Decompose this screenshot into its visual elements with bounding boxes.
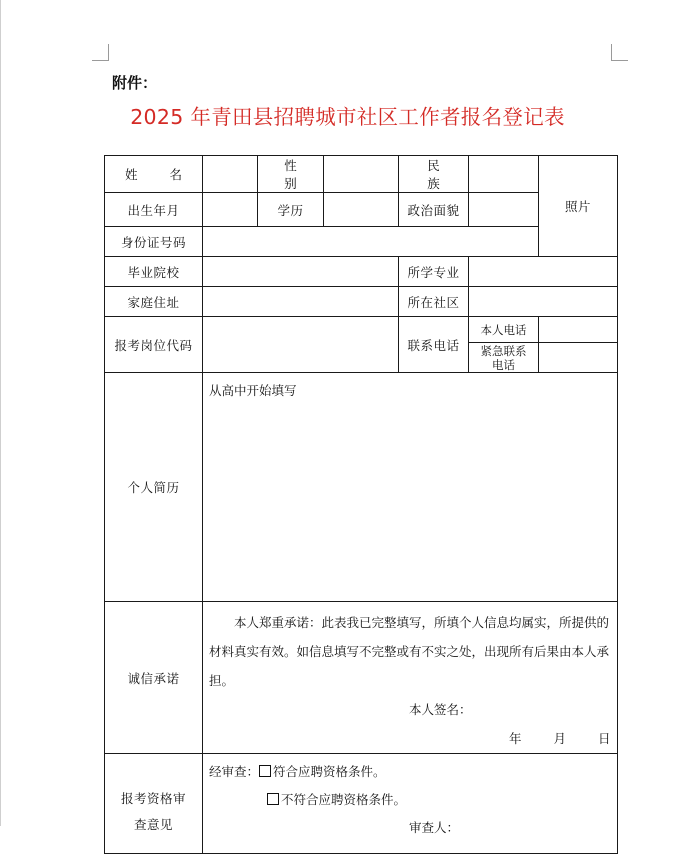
form-title: 2025 年青田县招聘城市社区工作者报名登记表 [130, 105, 565, 129]
education-field[interactable] [324, 193, 399, 227]
emergency-phone-field[interactable] [539, 343, 618, 373]
review-label-line2: 查意见 [133, 817, 173, 832]
school-label: 毕业院校 [105, 257, 203, 287]
review-option-fail: 不符合应聘资格条件。 [281, 792, 407, 807]
name-label: 姓 名 [105, 156, 203, 193]
checkbox-fail[interactable] [267, 793, 279, 805]
gender-field[interactable] [324, 156, 399, 193]
review-option-pass: 符合应聘资格条件。 [273, 764, 386, 779]
address-field[interactable] [203, 287, 399, 317]
pledge-cell [203, 602, 618, 754]
major-field[interactable] [469, 257, 618, 287]
ethnicity-label: 民 族 [399, 156, 469, 193]
political-label: 政治面貌 [399, 193, 469, 227]
id-number-field[interactable] [203, 227, 539, 257]
margin-mark-top-right [611, 44, 628, 61]
photo-box[interactable]: 照片 [539, 156, 618, 257]
position-code-field[interactable] [203, 317, 399, 373]
emergency-phone-label-line2: 电话 [492, 357, 515, 372]
community-label: 所在社区 [399, 287, 469, 317]
review-prefix: 经审查： [209, 764, 260, 779]
margin-mark-top-left [92, 44, 109, 61]
gender-label: 性 别 [258, 156, 324, 193]
community-field[interactable] [469, 287, 618, 317]
pledge-text: 本人郑重承诺：此表我已完整填写，所填个人信息均属实，所提供的材料真实有效。如信息填写不完整或有不实之处，出现所有后果由本人承担。 [209, 615, 610, 688]
pledge-label: 诚信承诺 [105, 602, 203, 754]
birth-field[interactable] [203, 193, 258, 227]
review-label [105, 754, 203, 854]
name-field[interactable] [203, 156, 258, 193]
resume-field[interactable] [203, 373, 618, 602]
own-phone-field[interactable] [539, 317, 618, 343]
major-label: 所学专业 [399, 257, 469, 287]
attachment-label: 附件： [112, 74, 158, 92]
review-label-line1: 报考资格审 [120, 791, 186, 806]
reviewer-label: 审查人： [409, 820, 460, 835]
ethnicity-field[interactable] [469, 156, 539, 193]
education-label: 学历 [258, 193, 324, 227]
emergency-phone-label-line1: 紧急联系 [480, 343, 527, 358]
checkbox-pass[interactable] [259, 765, 271, 777]
emergency-phone-label [469, 343, 539, 373]
resume-label: 个人简历 [105, 373, 203, 602]
review-cell [203, 754, 618, 854]
registration-form [104, 155, 618, 854]
school-field[interactable] [203, 257, 399, 287]
pledge-date: 年 月 日 [509, 731, 611, 746]
contact-label: 联系电话 [399, 317, 469, 373]
resume-hint: 从高中开始填写 [209, 383, 297, 398]
own-phone-label: 本人电话 [469, 317, 539, 343]
address-label: 家庭住址 [105, 287, 203, 317]
political-field[interactable] [469, 193, 539, 227]
id-number-label: 身份证号码 [105, 227, 203, 257]
position-code-label: 报考岗位代码 [105, 317, 203, 373]
pledge-signature-label: 本人签名： [409, 702, 472, 717]
birth-label: 出生年月 [105, 193, 203, 227]
